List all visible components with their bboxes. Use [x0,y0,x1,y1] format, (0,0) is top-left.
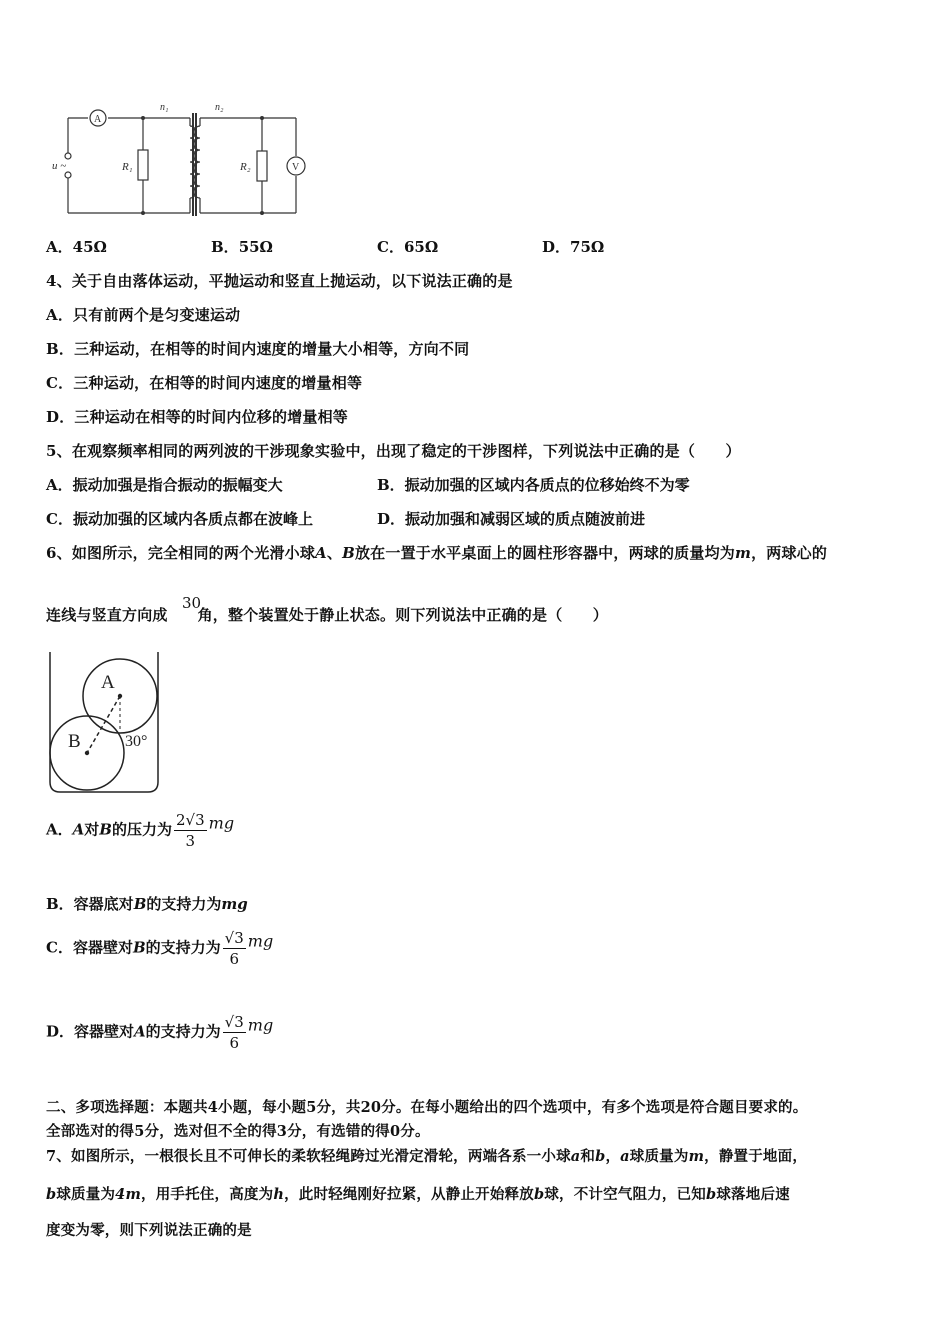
q7-stem-line2: b球质量为4m，用手托住，高度为h，此时轻绳刚好拉紧，从静止开始释放b球，不计空气阻力，已知b球落地后速 [46,1186,790,1203]
q3-option-c: C．65Ω [377,238,439,256]
q7-stem-line3: 度变为零，则下列说法正确的是 [46,1222,252,1239]
transformer-circuit-diagram [50,98,310,223]
q6-option-c: C．容器壁对B的支持力为 $\frac{√3}{6}$ mg [46,929,274,968]
q6-option-a: A．A对B的压力为 $\frac{2√3}{3}$ mg [46,811,235,850]
q6-stem-line2: 连线与竖直方向成 角，整个装置处于静止状态。则下列说法中正确的是（ ） [46,606,609,624]
q3-option-d: D．75Ω [542,238,605,256]
q7-stem: 7、如图所示，一根很长且不可伸长的柔软轻绳跨过光滑定滑轮，两端各系一小球a和b，a球质量为m，静置于地面， [46,1148,808,1165]
q5-option-d: D．振动加强和减弱区域的质点随波前进 [377,510,646,528]
angle-value: 30 [182,594,202,612]
r2-label: R₂ [240,161,251,173]
section2-heading-line2: 全部选对的得5分，选对但不全的得3分，有选错的得0分。 [46,1123,430,1140]
n2-label: n₂ [215,102,224,113]
q6-option-d: D．容器壁对A的支持力为 $\frac{√3}{6}$ mg [46,1013,274,1052]
fraction: $\frac{√3}{6}$ [224,1013,244,1052]
ball-b-label: B [68,731,81,752]
q6-option-b: B．容器底对B的支持力为mg [46,895,248,913]
ammeter-label: A [94,114,102,125]
fraction: $\frac{2√3}{3}$ [176,811,205,850]
source-label: u ~ [52,160,67,172]
section2-heading: 二、多项选择题：本题共4小题，每小题5分，共20分。在每小题给出的四个选项中，有多个选项是符合题目要求的。 [46,1099,808,1116]
q5-option-a: A．振动加强是指合振动的振幅变大 [46,476,283,494]
angle-label: 30° [125,733,148,750]
r1-label: R₁ [122,161,133,173]
n1-label: n₁ [160,102,169,113]
q5-option-c: C．振动加强的区域内各质点都在波峰上 [46,510,313,528]
q5-option-b: B．振动加强的区域内各质点的位移始终不为零 [377,476,690,494]
q4-option-d: D．三种运动在相等的时间内位移的增量相等 [46,408,349,426]
q3-option-b: B．55Ω [211,238,273,256]
q5-stem: 5、在观察频率相同的两列波的干涉现象实验中，出现了稳定的干涉图样，下列说法中正确的是（ ） [46,442,741,460]
q4-option-c: C．三种运动，在相等的时间内速度的增量相等 [46,374,363,392]
q4-stem: 4、关于自由落体运动，平抛运动和竖直上抛运动，以下说法正确的是 [46,272,513,290]
container-balls-diagram [44,650,164,796]
ball-a-label: A [101,672,115,693]
q6-stem: 6、如图所示，完全相同的两个光滑小球A、B放在一置于水平桌面上的圆柱形容器中，两球的质量均为m，两球心的 [46,544,828,562]
q3-option-a: A．45Ω [46,238,107,256]
q4-option-a: A．只有前两个是匀变速运动 [46,306,241,324]
fraction: $\frac{√3}{6}$ [224,929,244,968]
q4-option-b: B．三种运动，在相等的时间内速度的增量大小相等，方向不同 [46,340,470,358]
voltmeter-label: V [292,162,300,173]
